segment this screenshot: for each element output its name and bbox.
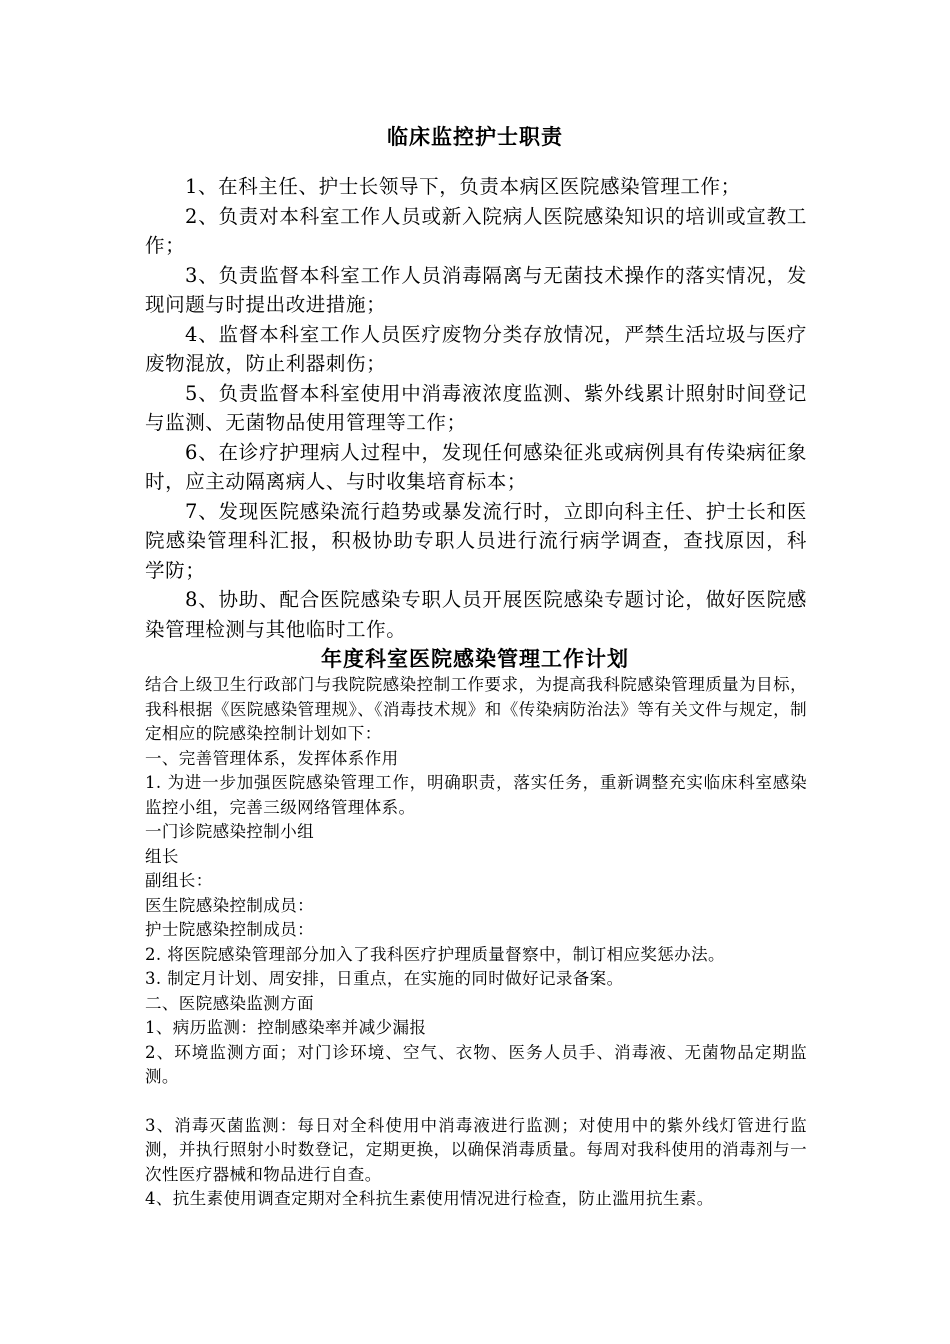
duty-item-7: 7、发现医院感染流行趋势或暴发流行时，立即向科主任、护士长和医院感染管理科汇报，积极协助专职人员进行流行病学调查，查找原因，科学防；	[145, 499, 807, 582]
plan-title: 年度科室医院感染管理工作计划	[321, 646, 629, 671]
paragraph-gap	[145, 1090, 807, 1114]
monitor-item-1: 1、病历监测：控制感染率并减少漏报	[145, 1018, 427, 1037]
duties-list	[145, 172, 807, 644]
plan-heading-1: 一、完善管理体系，发挥体系作用	[145, 748, 399, 768]
group-nurses: 护士院感染控制成员：	[145, 920, 314, 939]
duty-item-5: 5、负责监督本科室使用中消毒液浓度监测、紫外线累计照射时间登记与监测、无菌物品使用管理等工作；	[145, 381, 807, 434]
monitor-item-3: 3、消毒灭菌监测：每日对全科使用中消毒液进行监测；对使用中的紫外线灯管进行监测，并执行照射小时数登记，定期更换，以确保消毒质量。每周对我科使用的消毒剂与一次性医疗器械和物品进行自查。	[145, 1115, 807, 1184]
duty-item-1: 1、在科主任、护士长领导下，负责本病区医院感染管理工作；	[185, 175, 741, 198]
group-title: 一门诊院感染控制小组	[145, 822, 314, 841]
plan-intro: 结合上级卫生行政部门与我院院感染控制工作要求，为提高我科院感染管理质量为目标，我科根据《医院感染管理规》、《消毒技术规》和《传染病防治法》等有关文件与规定，制定相应的院感染控制计划如下：	[145, 675, 807, 743]
plan-body	[145, 673, 807, 1212]
group-doctors: 医生院感染控制成员：	[145, 895, 314, 915]
duty-item-2: 2、负责对本科室工作人员或新入院病人医院感染知识的培训或宣教工作；	[145, 204, 807, 257]
group-deputy: 副组长：	[145, 871, 213, 890]
monitor-item-4: 4、抗生素使用调查定期对全科抗生素使用情况进行检查，防止滥用抗生素。	[145, 1189, 714, 1208]
duty-item-8: 8、协助、配合医院感染专职人员开展医院感染专题讨论，做好医院感染管理检测与其他临时工作。	[145, 588, 807, 641]
duty-item-4: 4、监督本科室工作人员医疗废物分类存放情况，严禁生活垃圾与医疗废物混放，防止利器刺伤；	[145, 322, 807, 375]
group-leader: 组长	[145, 846, 179, 866]
duties-title: 临床监控护士职责	[387, 124, 563, 149]
duty-item-3: 3、负责监督本科室工作人员消毒隔离与无菌技术操作的落实情况，发现问题与时提出改进措施；	[145, 263, 807, 316]
plan-item-3: 3. 制定月计划、周安排，日重点，在实施的同时做好记录备案。	[145, 969, 624, 988]
plan-item-2: 2. 将医院感染管理部分加入了我科医疗护理质量督察中，制订相应奖惩办法。	[145, 944, 725, 964]
plan-item-1: 1. 为进一步加强医院感染管理工作，明确职责，落实任务，重新调整充实临床科室感染监控小组，完善三级网络管理体系。	[145, 773, 807, 817]
monitor-item-2: 2、环境监测方面；对门诊环境、空气、衣物、医务人员手、消毒液、无菌物品定期监测。	[145, 1042, 807, 1086]
duty-item-6: 6、在诊疗护理病人过程中，发现任何感染征兆或病例具有传染病征象时，应主动隔离病人、与时收集培育标本；	[145, 440, 807, 493]
plan-heading-2: 二、医院感染监测方面	[145, 993, 314, 1013]
